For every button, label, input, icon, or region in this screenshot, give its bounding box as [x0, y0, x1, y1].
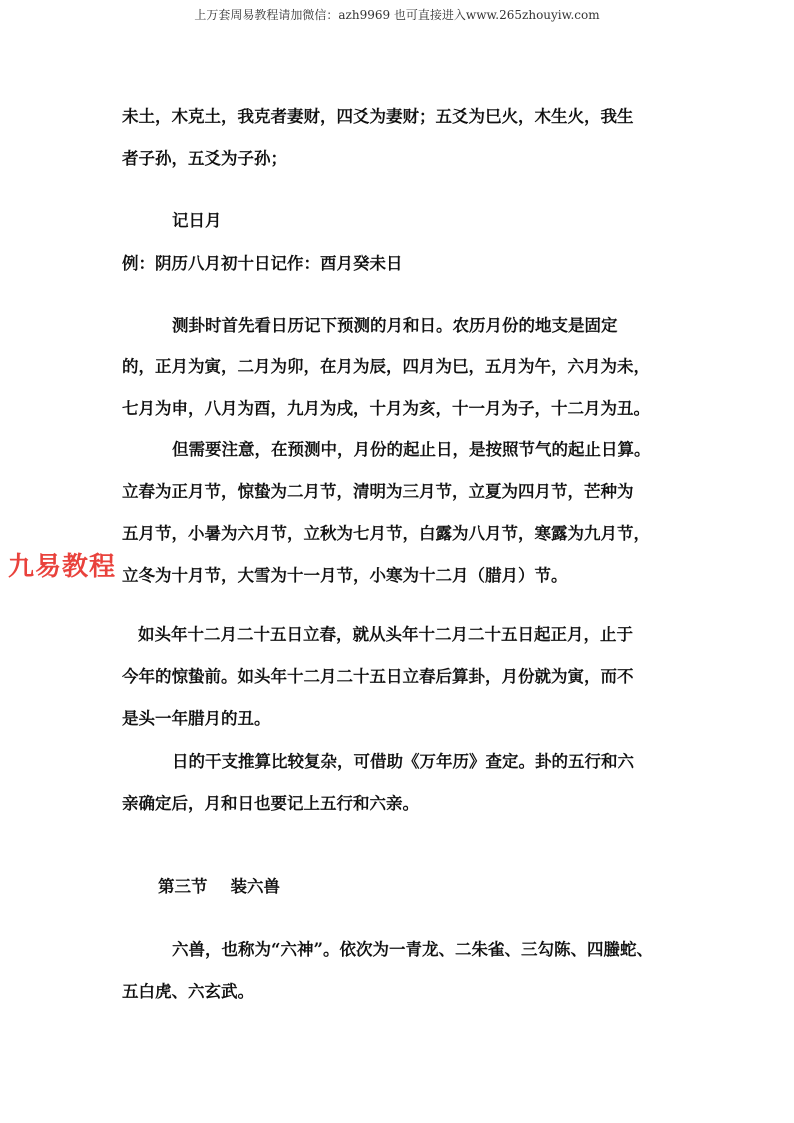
text-line: 未土，木克土，我克者妻财，四爻为妻财；五爻为巳火，木生火，我生	[122, 107, 634, 126]
page-header: 上万套周易教程请加微信：azh9969 也可直接进入www.265zhouyiw.com	[194, 8, 600, 22]
text-line: 是头一年腊月的丑。	[122, 709, 271, 728]
paragraph-first-line: 测卦时首先看日历记下预测的月和日。农历月份的地支是固定	[172, 316, 618, 335]
paragraph-first-line: 六兽，也称为“六神”。依次为一青龙、二朱雀、三勾陈、四螣蛇、	[172, 940, 653, 959]
text-line: 立春为正月节，惊蛰为二月节，清明为三月节，立夏为四月节，芒种为	[122, 482, 634, 501]
text-line: 五月节，小暑为六月节，立秋为七月节，白露为八月节，寒露为九月节，	[122, 524, 650, 543]
watermark-logo: 九易教程	[8, 552, 117, 582]
section-heading: 记日月	[172, 211, 222, 230]
text-line: 者子孙，五爻为子孙；	[122, 149, 287, 168]
paragraph-first-line: 日的干支推算比较复杂，可借助《万年历》查定。卦的五行和六	[172, 752, 634, 771]
text-line: 立冬为十月节，大雪为十一月节，小寒为十二月（腊月）节。	[122, 566, 568, 585]
text-line: 例：阴历八月初十日记作：酉月癸未日	[122, 254, 403, 273]
text-line: 五白虎、六玄武。	[122, 982, 254, 1001]
paragraph-first-line: 但需要注意，在预测中，月份的起止日，是按照节气的起止日算。	[172, 440, 651, 459]
paragraph-first-line: 如头年十二月二十五日立春，就从头年十二月二十五日起正月，止于	[138, 625, 633, 644]
text-line: 七月为申，八月为酉，九月为戌，十月为亥，十一月为子，十二月为丑。	[122, 399, 650, 418]
chapter-heading: 第三节 装六兽	[158, 877, 280, 896]
text-line: 的，正月为寅，二月为卯，在月为辰，四月为巳，五月为午，六月为未，	[122, 357, 650, 376]
text-line: 今年的惊蛰前。如头年十二月二十五日立春后算卦，月份就为寅，而不	[122, 667, 634, 686]
text-line: 亲确定后，月和日也要记上五行和六亲。	[122, 794, 419, 813]
